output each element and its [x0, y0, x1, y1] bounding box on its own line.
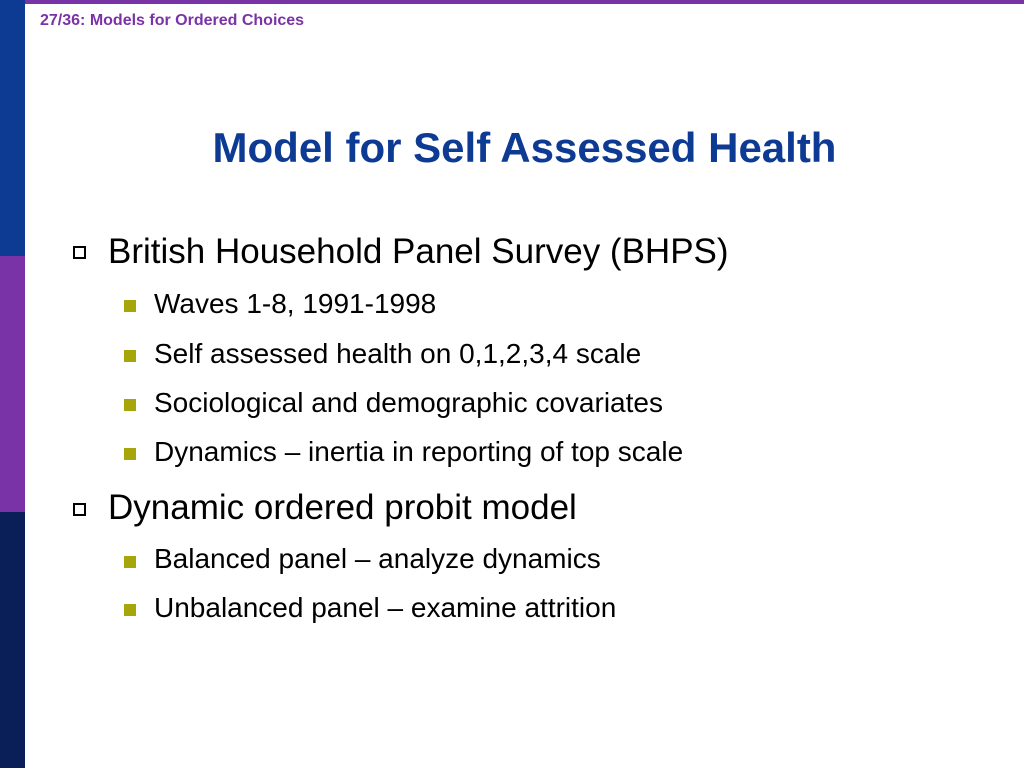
bullet-level2: Waves 1-8, 1991-1998 — [154, 288, 437, 319]
bullet-level2: Unbalanced panel – examine attrition — [154, 592, 617, 623]
slide-header-label: 27/36: Models for Ordered Choices — [40, 12, 305, 29]
slide-title: Model for Self Assessed Health — [212, 124, 837, 171]
bullet-level1: Dynamic ordered probit model — [108, 488, 577, 527]
bullet-level2: Sociological and demographic covariates — [154, 387, 663, 418]
bullet-level1: British Household Panel Survey (BHPS) — [108, 232, 729, 271]
hollow-square-bullet-icon — [73, 503, 86, 516]
hollow-square-bullet-icon — [73, 246, 86, 259]
bullet-level2: Balanced panel – analyze dynamics — [154, 543, 601, 574]
bullet-level2: Dynamics – inertia in reporting of top scale — [154, 436, 684, 467]
square-bullet-icon — [124, 604, 136, 616]
square-bullet-icon — [124, 300, 136, 312]
bullet-level2: Self assessed health on 0,1,2,3,4 scale — [154, 338, 642, 369]
square-bullet-icon — [124, 350, 136, 362]
square-bullet-icon — [124, 448, 136, 460]
square-bullet-icon — [124, 556, 136, 568]
square-bullet-icon — [124, 399, 136, 411]
